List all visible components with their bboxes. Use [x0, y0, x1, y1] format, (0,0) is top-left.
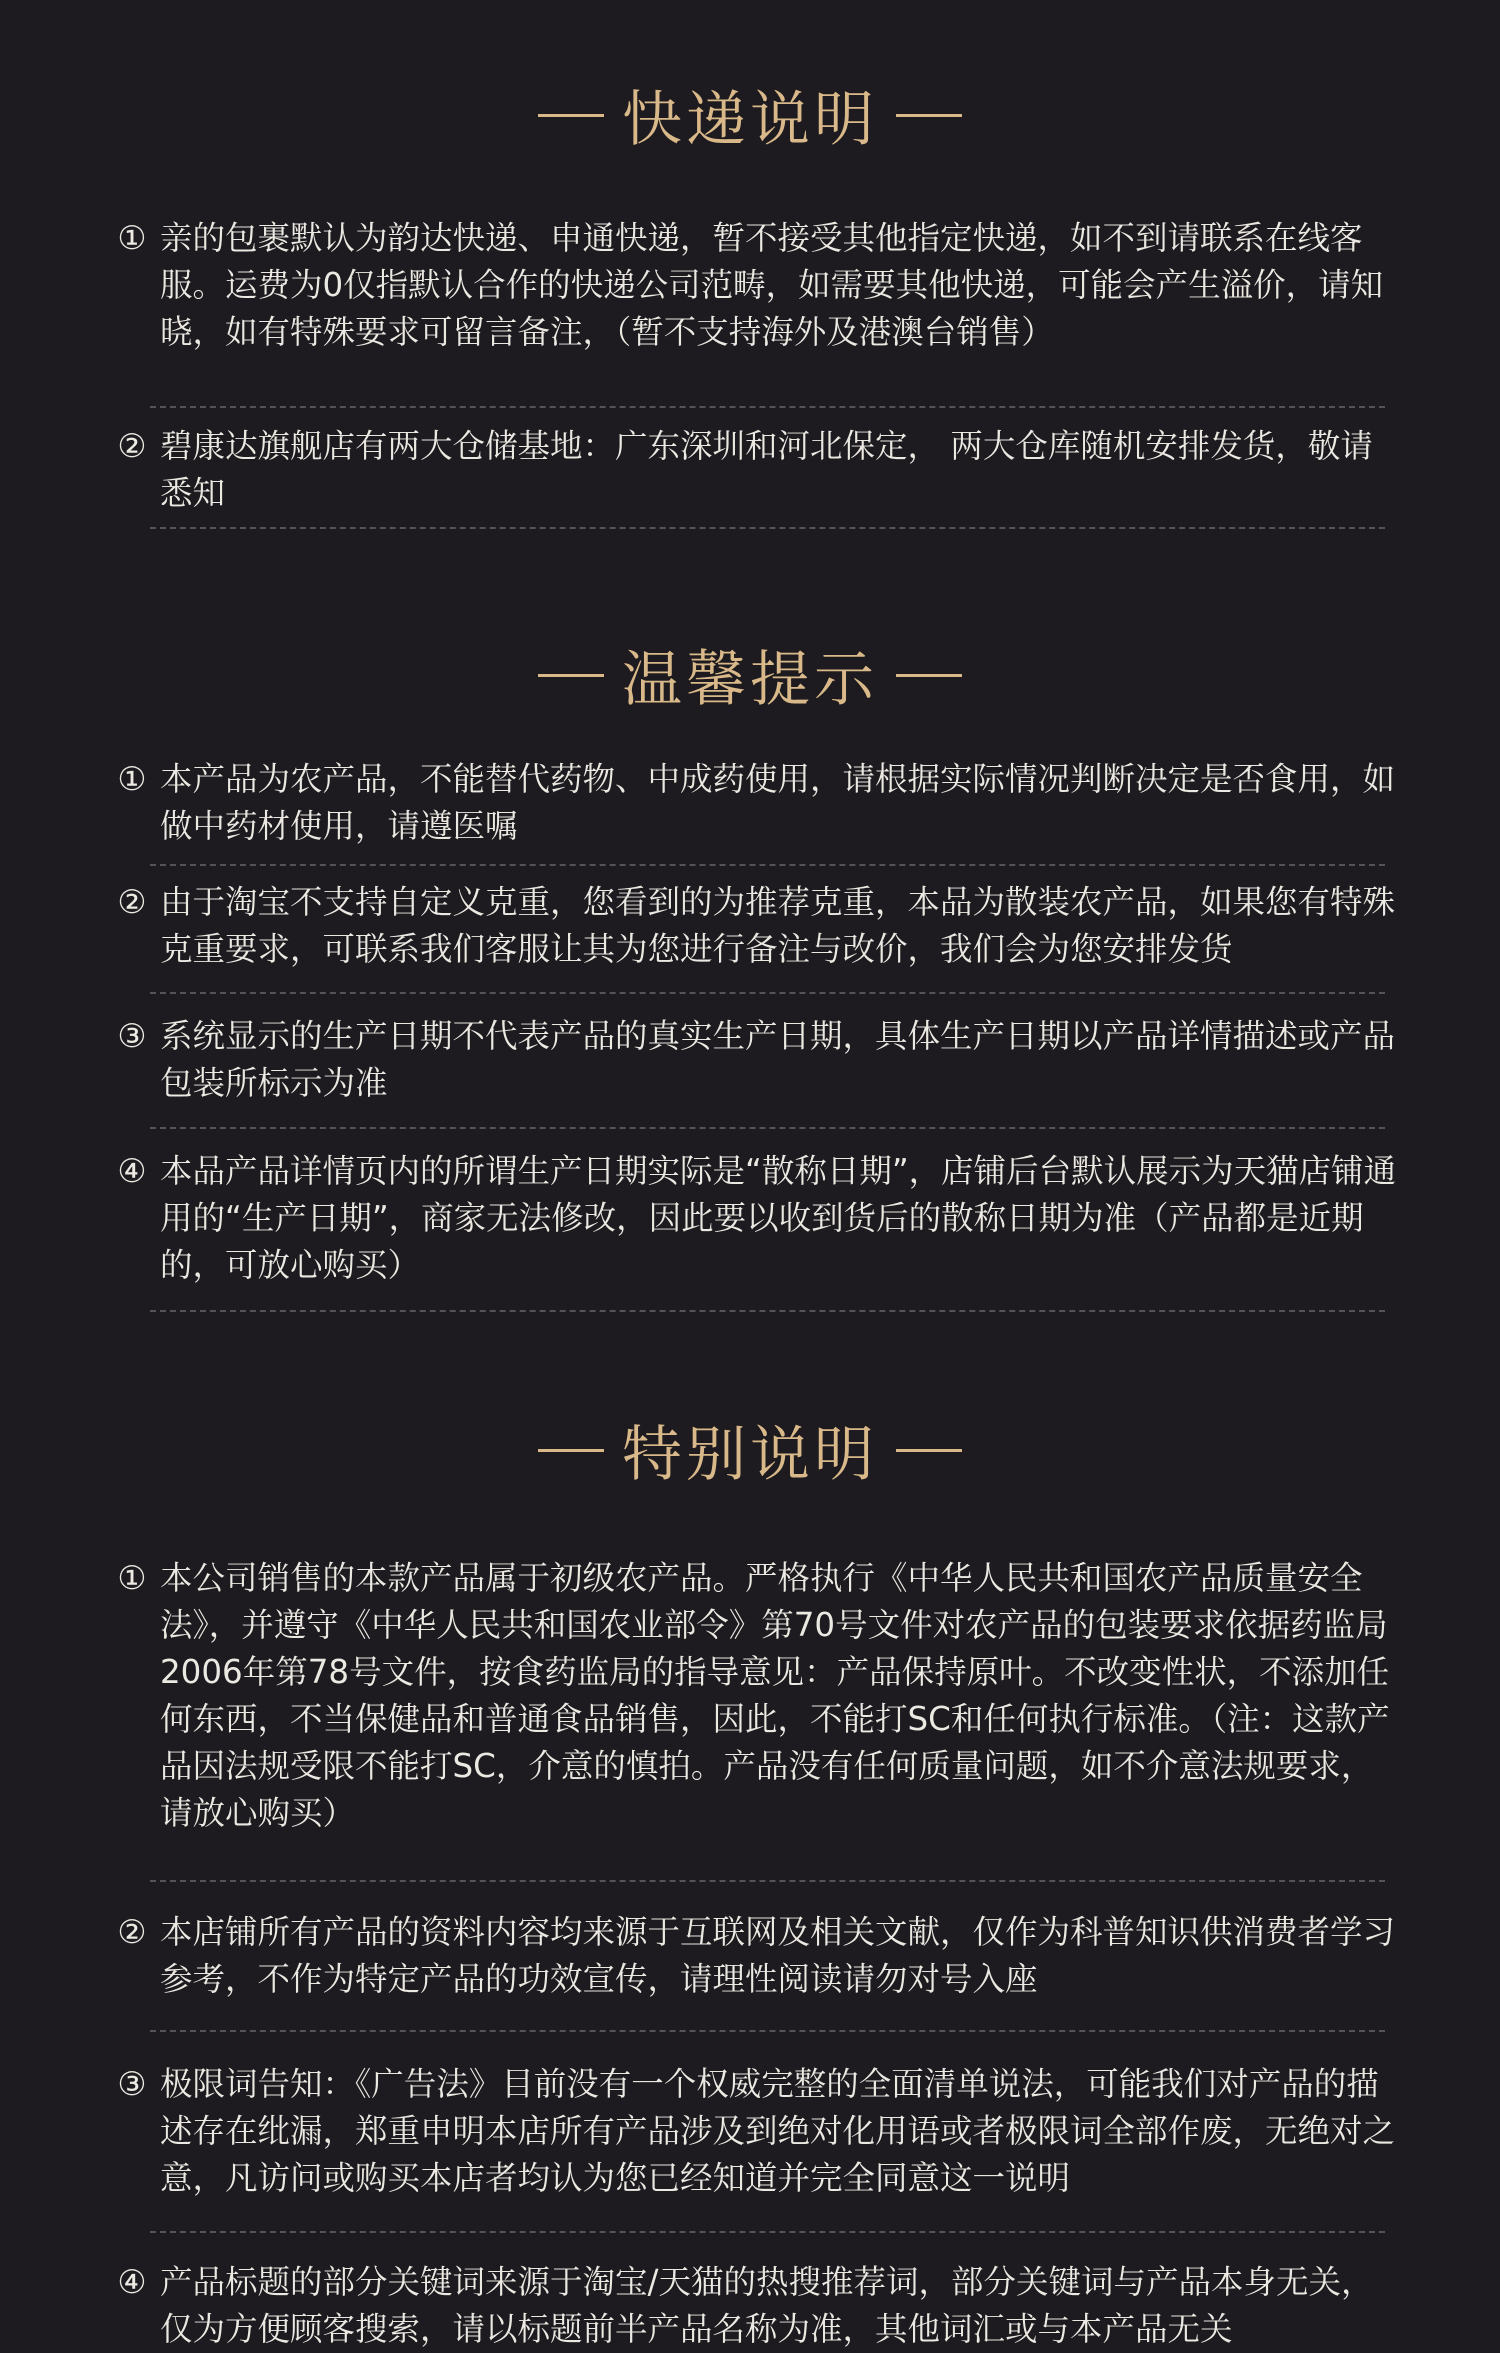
- item-number: ③: [117, 1017, 147, 1055]
- title-dash-right: [896, 114, 962, 117]
- title-dash-right: [896, 674, 962, 677]
- item-text: 由于淘宝不支持自定义克重，您看到的为推荐克重，本品为散装农产品，如果您有特殊克重要求，可联系我们客服让其为您进行备注与改价，我们会为您安排发货: [160, 883, 1396, 968]
- title-dash-left: [538, 674, 604, 677]
- section-title-tips: [0, 632, 1500, 718]
- item-number: ②: [117, 427, 147, 465]
- dashed-divider: [150, 2231, 1385, 2233]
- list-item: [112, 2061, 1402, 2202]
- item-text: 系统显示的生产日期不代表产品的真实生产日期，具体生产日期以产品详情描述或产品包装所标示为准: [160, 1017, 1396, 1102]
- item-number: ①: [117, 760, 147, 798]
- section-title-text: 温馨提示: [622, 645, 878, 715]
- item-number: ④: [117, 1152, 147, 1190]
- item-number: ②: [117, 1913, 147, 1951]
- item-number: ②: [117, 883, 147, 921]
- list-item: [112, 2259, 1402, 2353]
- section-title-express: [0, 72, 1500, 158]
- list-item: [112, 1148, 1402, 1289]
- list-item: [112, 1555, 1402, 1837]
- section-title-text: 快递说明: [622, 85, 878, 155]
- list-item: [112, 879, 1402, 973]
- title-dash-left: [538, 114, 604, 117]
- item-number: ④: [117, 2263, 147, 2301]
- dashed-divider: [150, 527, 1385, 529]
- item-text: 本品产品详情页内的所谓生产日期实际是“散称日期”，店铺后台默认展示为天猫店铺通用的“生产日期”，商家无法修改，因此要以收到货后的散称日期为准（产品都是近期的，可放心购买）: [160, 1152, 1397, 1284]
- dashed-divider: [150, 1880, 1385, 1882]
- item-text: 本产品为农产品，不能替代药物、中成药使用，请根据实际情况判断决定是否食用，如做中药材使用，请遵医嘱: [160, 760, 1396, 845]
- item-number: ③: [117, 2065, 147, 2103]
- item-text: 本公司销售的本款产品属于初级农产品。严格执行《中华人民共和国农产品质量安全法》，并遵守《中华人民共和国农业部令》第70号文件对农产品的包装要求依据药监局2006年第78号文件，按食药监局的指导意见：产品保持原叶。不改变性状，不添加任何东西，不当保健品和普通食品销售，因此，不能打SC和任何执行标准。（注：这款产品因法规受限不能打SC，介意的慎拍。产品没有任何质量问题，如不介意法规要求，请放心购买）: [160, 1559, 1390, 1832]
- dashed-divider: [150, 992, 1385, 994]
- item-number: ①: [117, 219, 147, 257]
- item-text: 极限词告知：《广告法》目前没有一个权威完整的全面清单说法，可能我们对产品的描述存在纰漏，郑重申明本店所有产品涉及到绝对化用语或者极限词全部作废，无绝对之意，凡访问或购买本店者均认为您已经知道并完全同意这一说明: [160, 2065, 1396, 2197]
- list-item: [112, 756, 1402, 850]
- dashed-divider: [150, 1127, 1385, 1129]
- title-dash-right: [896, 1449, 962, 1452]
- section-title-text: 特别说明: [622, 1420, 878, 1490]
- item-text: 本店铺所有产品的资料内容均来源于互联网及相关文献，仅作为科普知识供消费者学习参考，不作为特定产品的功效宣传，请理性阅读请勿对号入座: [160, 1913, 1396, 1998]
- dashed-divider: [150, 2030, 1385, 2032]
- list-item: [112, 215, 1402, 356]
- list-item: [112, 1909, 1402, 2003]
- item-text: 亲的包裹默认为韵达快递、申通快递，暂不接受其他指定快递，如不到请联系在线客服。运费为0仅指默认合作的快递公司范畴，如需要其他快递，可能会产生溢价，请知晓，如有特殊要求可留言备注，（暂不支持海外及港澳台销售）: [160, 219, 1384, 351]
- item-text: 碧康达旗舰店有两大仓储基地：广东深圳和河北保定， 两大仓库随机安排发货，敬请悉知: [160, 427, 1373, 512]
- item-text: 产品标题的部分关键词来源于淘宝/天猫的热搜推荐词，部分关键词与产品本身无关，仅为方便顾客搜索，请以标题前半产品名称为准，其他词汇或与本产品无关: [160, 2263, 1374, 2348]
- dashed-divider: [150, 1310, 1385, 1312]
- dashed-divider: [150, 864, 1385, 866]
- section-title-special: [0, 1407, 1500, 1493]
- item-number: ①: [117, 1559, 147, 1597]
- list-item: [112, 1013, 1402, 1107]
- title-dash-left: [538, 1449, 604, 1452]
- dashed-divider: [150, 406, 1385, 408]
- list-item: [112, 423, 1402, 517]
